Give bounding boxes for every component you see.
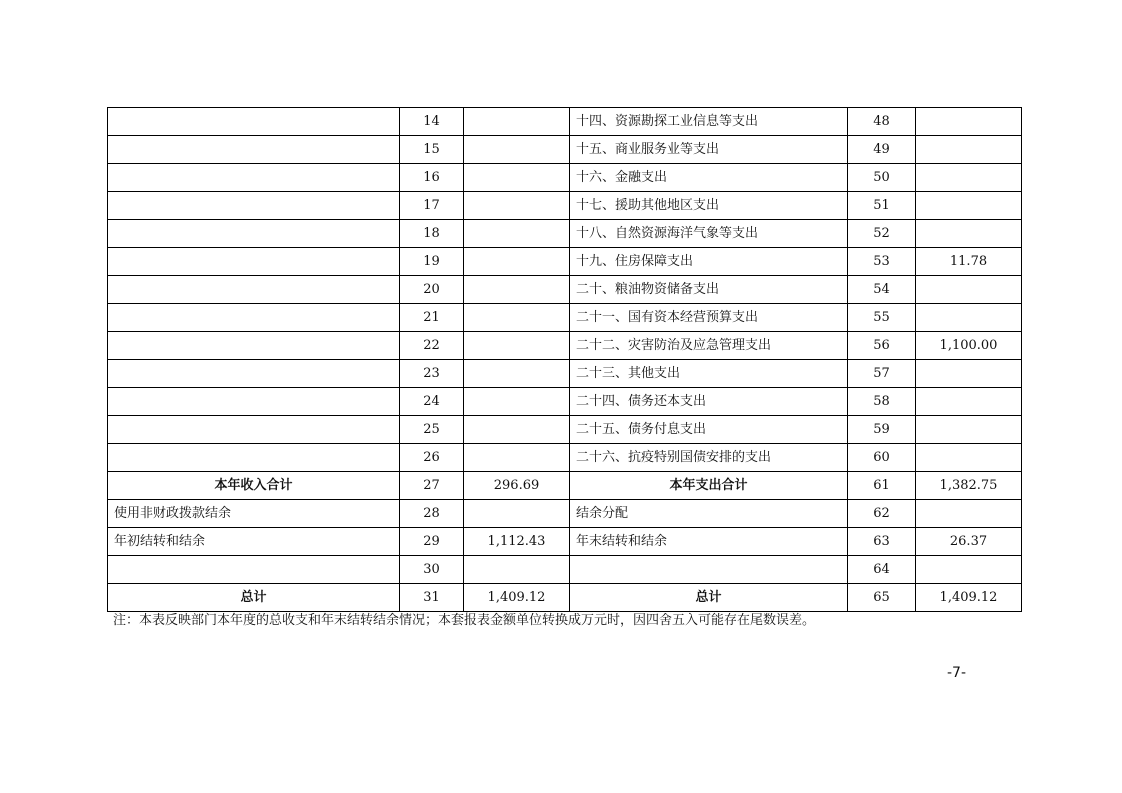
table-row	[108, 276, 1022, 304]
right-amount-cell	[916, 108, 1022, 136]
table-row	[108, 360, 1022, 388]
left-line-number-cell: 21	[400, 304, 464, 332]
right-amount-cell	[916, 500, 1022, 528]
left-item-cell	[108, 360, 400, 388]
left-line-number-cell: 24	[400, 388, 464, 416]
left-item-cell: 年初结转和结余	[108, 528, 400, 556]
left-line-number-cell: 17	[400, 192, 464, 220]
left-item-cell	[108, 332, 400, 360]
right-item-cell: 十四、资源勘探工业信息等支出	[570, 108, 848, 136]
right-item-cell: 二十五、债务付息支出	[570, 416, 848, 444]
left-amount-cell	[464, 108, 570, 136]
left-item-cell: 本年收入合计	[108, 472, 400, 500]
right-item-cell: 二十二、灾害防治及应急管理支出	[570, 332, 848, 360]
left-amount-cell	[464, 248, 570, 276]
right-item-cell: 二十六、抗疫特别国债安排的支出	[570, 444, 848, 472]
right-line-number-cell: 63	[848, 528, 916, 556]
left-amount-cell	[464, 556, 570, 584]
right-item-cell: 结余分配	[570, 500, 848, 528]
left-line-number-cell: 20	[400, 276, 464, 304]
right-item-cell: 年末结转和结余	[570, 528, 848, 556]
right-line-number-cell: 57	[848, 360, 916, 388]
left-amount-cell	[464, 360, 570, 388]
left-item-cell	[108, 192, 400, 220]
right-amount-cell: 1,382.75	[916, 472, 1022, 500]
left-item-cell	[108, 388, 400, 416]
left-line-number-cell: 22	[400, 332, 464, 360]
table-row	[108, 416, 1022, 444]
left-amount-cell	[464, 192, 570, 220]
table-row	[108, 304, 1022, 332]
right-amount-cell	[916, 276, 1022, 304]
right-amount-cell	[916, 164, 1022, 192]
right-line-number-cell: 62	[848, 500, 916, 528]
left-line-number-cell: 15	[400, 136, 464, 164]
left-amount-cell: 296.69	[464, 472, 570, 500]
left-item-cell: 总计	[108, 584, 400, 612]
right-amount-cell	[916, 136, 1022, 164]
page-number: -7-	[947, 665, 967, 681]
table-row	[108, 108, 1022, 136]
left-item-cell	[108, 416, 400, 444]
right-amount-cell: 1,100.00	[916, 332, 1022, 360]
right-item-cell	[570, 556, 848, 584]
right-item-cell: 二十、粮油物资储备支出	[570, 276, 848, 304]
right-amount-cell: 11.78	[916, 248, 1022, 276]
table-row	[108, 220, 1022, 248]
table-row	[108, 556, 1022, 584]
table-row	[108, 192, 1022, 220]
right-line-number-cell: 49	[848, 136, 916, 164]
left-item-cell	[108, 556, 400, 584]
table-row	[108, 136, 1022, 164]
right-amount-cell	[916, 416, 1022, 444]
table-row	[108, 500, 1022, 528]
right-item-cell: 二十三、其他支出	[570, 360, 848, 388]
left-amount-cell: 1,409.12	[464, 584, 570, 612]
right-line-number-cell: 50	[848, 164, 916, 192]
table-note: 注：本表反映部门本年度的总收支和年末结转结余情况；本套报表金额单位转换成万元时，因四舍五入可能存在尾数误差。	[113, 613, 816, 628]
right-item-cell: 二十四、债务还本支出	[570, 388, 848, 416]
right-line-number-cell: 58	[848, 388, 916, 416]
left-amount-cell	[464, 388, 570, 416]
left-item-cell	[108, 304, 400, 332]
right-item-cell: 十九、住房保障支出	[570, 248, 848, 276]
right-amount-cell	[916, 192, 1022, 220]
left-item-cell	[108, 220, 400, 248]
right-amount-cell	[916, 556, 1022, 584]
left-amount-cell	[464, 416, 570, 444]
left-item-cell	[108, 248, 400, 276]
left-line-number-cell: 19	[400, 248, 464, 276]
right-line-number-cell: 65	[848, 584, 916, 612]
left-amount-cell	[464, 500, 570, 528]
right-amount-cell	[916, 304, 1022, 332]
table-row	[108, 248, 1022, 276]
left-item-cell	[108, 108, 400, 136]
left-line-number-cell: 27	[400, 472, 464, 500]
right-line-number-cell: 51	[848, 192, 916, 220]
left-item-cell: 使用非财政拨款结余	[108, 500, 400, 528]
right-item-cell: 本年支出合计	[570, 472, 848, 500]
right-line-number-cell: 64	[848, 556, 916, 584]
right-item-cell: 二十一、国有资本经营预算支出	[570, 304, 848, 332]
right-item-cell: 十六、金融支出	[570, 164, 848, 192]
left-amount-cell	[464, 136, 570, 164]
right-line-number-cell: 61	[848, 472, 916, 500]
right-line-number-cell: 59	[848, 416, 916, 444]
left-line-number-cell: 23	[400, 360, 464, 388]
left-amount-cell	[464, 164, 570, 192]
left-line-number-cell: 31	[400, 584, 464, 612]
right-amount-cell	[916, 444, 1022, 472]
right-line-number-cell: 53	[848, 248, 916, 276]
left-line-number-cell: 29	[400, 528, 464, 556]
table-row	[108, 472, 1022, 500]
left-line-number-cell: 28	[400, 500, 464, 528]
left-line-number-cell: 26	[400, 444, 464, 472]
left-amount-cell	[464, 304, 570, 332]
table-row	[108, 164, 1022, 192]
left-item-cell	[108, 444, 400, 472]
left-line-number-cell: 18	[400, 220, 464, 248]
left-item-cell	[108, 136, 400, 164]
table-row	[108, 584, 1022, 612]
right-amount-cell	[916, 220, 1022, 248]
right-line-number-cell: 52	[848, 220, 916, 248]
left-line-number-cell: 30	[400, 556, 464, 584]
right-line-number-cell: 60	[848, 444, 916, 472]
right-item-cell: 总计	[570, 584, 848, 612]
right-amount-cell: 1,409.12	[916, 584, 1022, 612]
left-amount-cell: 1,112.43	[464, 528, 570, 556]
right-line-number-cell: 56	[848, 332, 916, 360]
left-amount-cell	[464, 220, 570, 248]
left-amount-cell	[464, 276, 570, 304]
left-line-number-cell: 16	[400, 164, 464, 192]
left-item-cell	[108, 164, 400, 192]
left-line-number-cell: 25	[400, 416, 464, 444]
right-item-cell: 十七、援助其他地区支出	[570, 192, 848, 220]
left-line-number-cell: 14	[400, 108, 464, 136]
right-item-cell: 十五、商业服务业等支出	[570, 136, 848, 164]
left-item-cell	[108, 276, 400, 304]
right-line-number-cell: 54	[848, 276, 916, 304]
right-amount-cell	[916, 360, 1022, 388]
right-line-number-cell: 55	[848, 304, 916, 332]
right-amount-cell	[916, 388, 1022, 416]
left-amount-cell	[464, 332, 570, 360]
table-row	[108, 444, 1022, 472]
right-line-number-cell: 48	[848, 108, 916, 136]
table-row	[108, 388, 1022, 416]
right-amount-cell: 26.37	[916, 528, 1022, 556]
left-amount-cell	[464, 444, 570, 472]
income-expenditure-table	[107, 107, 1022, 612]
table-row	[108, 528, 1022, 556]
table-body	[108, 108, 1022, 612]
table-row	[108, 332, 1022, 360]
right-item-cell: 十八、自然资源海洋气象等支出	[570, 220, 848, 248]
